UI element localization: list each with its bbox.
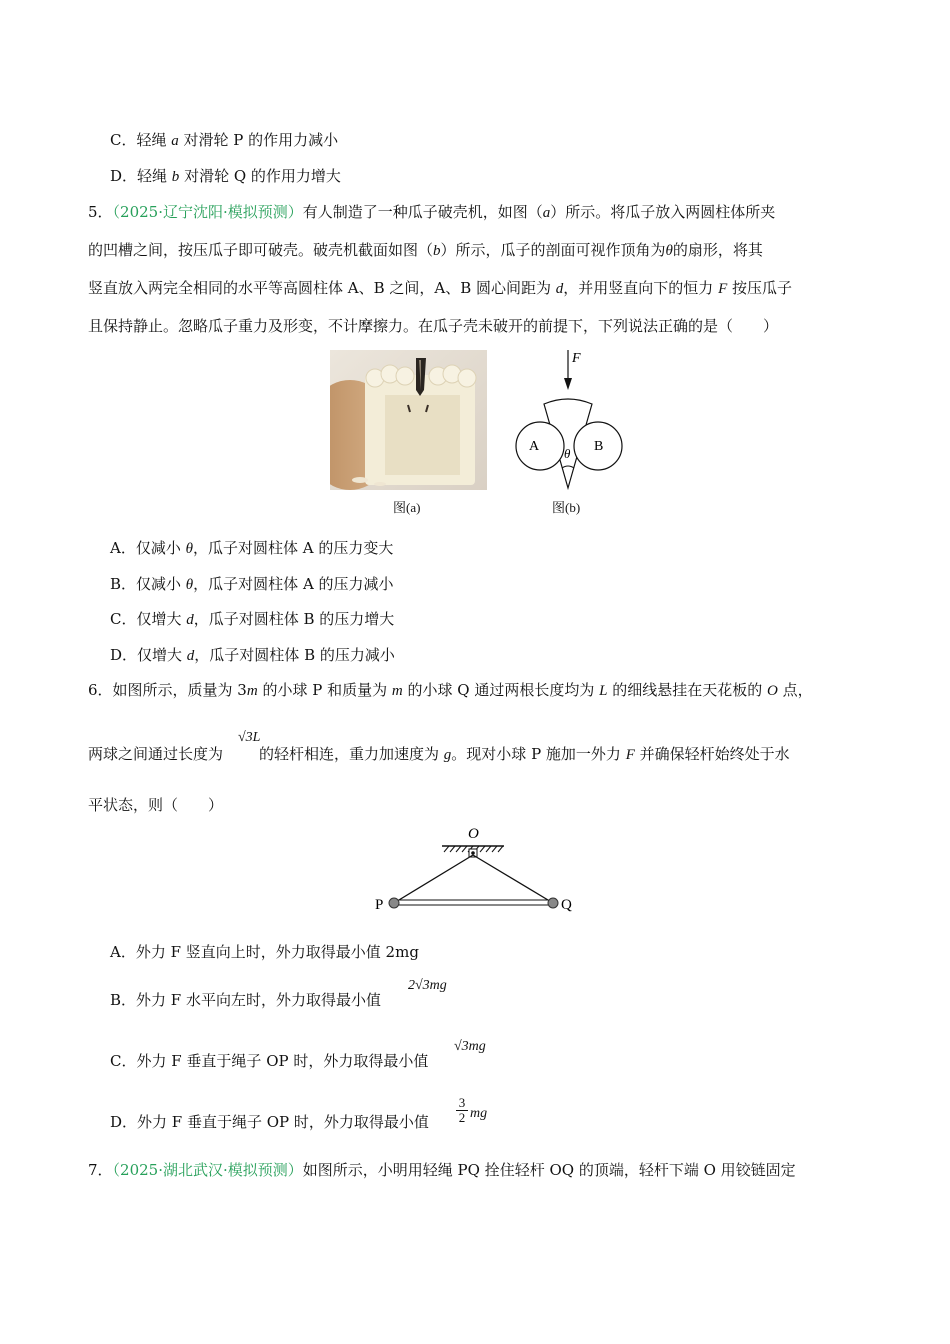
q6-stem-line1: 6．如图所示，质量为 3m 的小球 P 和质量为 m 的小球 Q 通过两根长度均为 L 的细线悬挂在天花板的 O 点， [88,681,813,699]
q4-option-d: D．轻绳 b 对滑轮 Q 的作用力增大 [110,167,341,185]
q4-option-c: C．轻绳 a 对滑轮 P 的作用力减小 [110,131,339,149]
fig-b-angle-label: θ [564,446,571,461]
q5-stem-line3: 竖直放入两完全相同的水平等高圆柱体 A、B 之间，A、B 圆心间距为 d，并用竖直向下的恒力 F 按压瓜子 [88,279,793,297]
q5-figure-a-caption: 图(a) [393,500,421,515]
q5-figure-b-diagram [510,346,630,492]
q7-stem-line1: 7．（2025·湖北武汉·模拟预测）如图所示，小明用轻绳 PQ 拴住轻杆 OQ 的顶端，轻杆下端 O 用铰链固定 [88,1161,796,1179]
q5-option-c: C．仅增大 d，瓜子对圆柱体 B 的压力增大 [110,610,395,628]
q6-stem-line3: 平状态，则（ ） [88,796,224,814]
fig-b-force-label: F [572,351,581,366]
q6-option-b-value: 2√3mg [408,978,447,993]
fig-b-right-label: B [594,439,604,454]
q5-figure-a-photo [330,350,487,490]
q6-option-c: C．外力 F 垂直于绳子 OP 时，外力取得最小值 [110,1052,429,1070]
q5-stem-line1: 5．（2025·辽宁沈阳·模拟预测）有人制造了一种瓜子破壳机，如图（a）所示。将瓜子放入两圆柱体所夹 [88,203,776,221]
q6-stem-line2: 两球之间通过长度为 的轻杆相连，重力加速度为 g。现对小球 P 施加一外力 F 并确保轻杆始终处于水 [88,745,790,763]
q6-option-d-fraction: 3 2 [456,1096,468,1125]
q6-fig-label-o: O [468,826,479,842]
q5-option-a: A．仅减小 θ，瓜子对圆柱体 A 的压力变大 [110,539,394,557]
q5-source-tag: （2025·辽宁沈阳·模拟预测） [112,203,303,221]
q6-option-d-value: mg [470,1106,488,1121]
fig-b-left-label: A [529,439,540,454]
q6-fig-label-q: Q [561,897,572,913]
q6-option-a: A．外力 F 竖直向上时，外力取得最小值 2mg [110,943,419,961]
q5-option-b: B．仅减小 θ，瓜子对圆柱体 A 的压力减小 [110,575,394,593]
q6-option-d: D．外力 F 垂直于绳子 OP 时，外力取得最小值 [110,1113,429,1131]
q6-figure [370,822,580,918]
q6-rod-length: √3L [238,730,261,745]
q7-source-tag: （2025·湖北武汉·模拟预测） [112,1161,303,1179]
q5-option-d: D．仅增大 d，瓜子对圆柱体 B 的压力减小 [110,646,395,664]
q6-fig-label-p: P [375,897,384,913]
q6-option-c-value: √3mg [454,1039,486,1054]
q6-option-b: B．外力 F 水平向左时，外力取得最小值 [110,991,381,1009]
q5-stem-line4: 且保持静止。忽略瓜子重力及形变，不计摩擦力。在瓜子壳未破开的前提下，下列说法正确的是（ ） [88,317,779,335]
q5-figure-b-caption: 图(b) [552,500,581,515]
q5-stem-line2: 的凹槽之间，按压瓜子即可破壳。破壳机截面如图（b）所示，瓜子的剖面可视作顶角为θ的扇形，将其 [88,241,763,259]
